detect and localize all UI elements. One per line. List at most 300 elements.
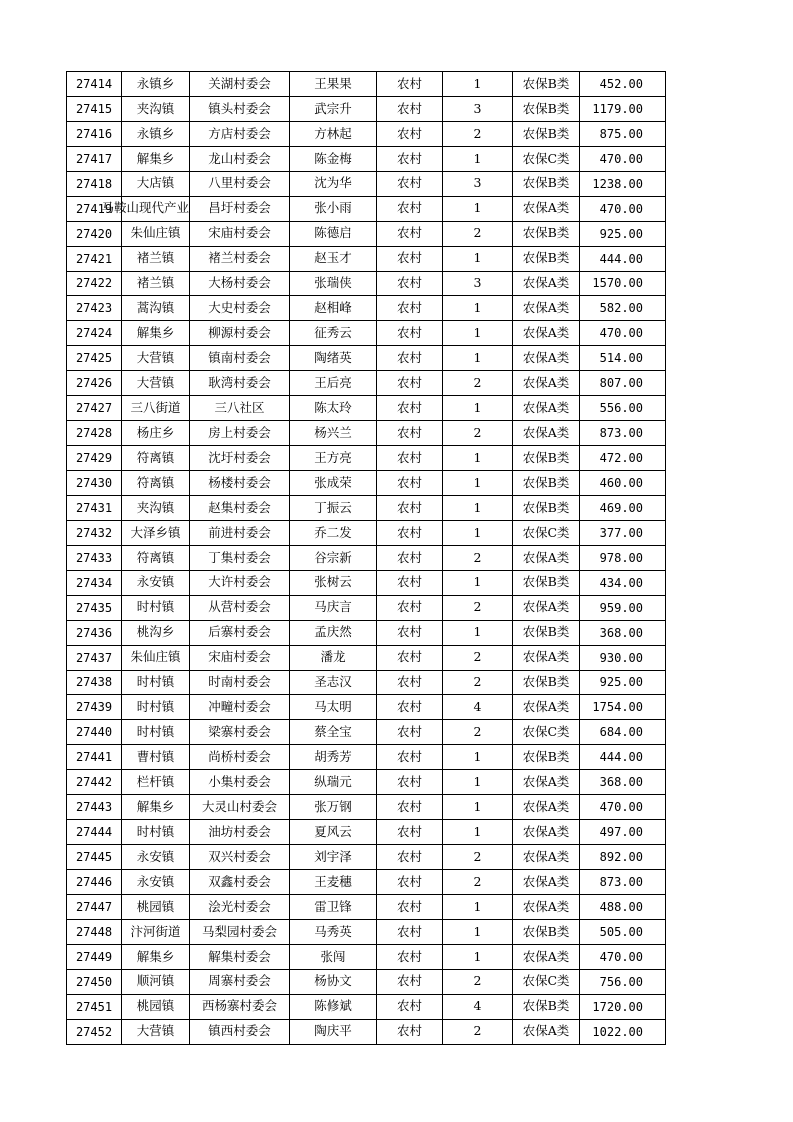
town-cell: 永镇乡 [122, 72, 190, 97]
amount-cell: 930.00 [580, 645, 666, 670]
amount-cell: 1570.00 [580, 271, 666, 296]
town-cell: 符离镇 [122, 471, 190, 496]
record-id-cell: 27452 [67, 1019, 122, 1044]
amount-cell: 470.00 [580, 944, 666, 969]
record-id-cell: 27417 [67, 146, 122, 171]
village-committee-cell: 油坊村委会 [190, 820, 290, 845]
town-cell: 朱仙庄镇 [122, 645, 190, 670]
record-id-cell: 27423 [67, 296, 122, 321]
amount-cell: 1238.00 [580, 171, 666, 196]
household-size-cell: 2 [443, 221, 513, 246]
village-committee-cell: 从营村委会 [190, 595, 290, 620]
record-id-cell: 27438 [67, 670, 122, 695]
name-cell: 陶绪英 [290, 346, 377, 371]
table-row [67, 670, 666, 695]
town-cell: 大营镇 [122, 346, 190, 371]
village-committee-cell: 褚兰村委会 [190, 246, 290, 271]
amount-cell: 582.00 [580, 296, 666, 321]
household-type-cell: 农村 [377, 495, 443, 520]
amount-cell: 1754.00 [580, 695, 666, 720]
town-cell: 解集乡 [122, 146, 190, 171]
village-committee-cell: 前进村委会 [190, 520, 290, 545]
insurance-category-cell: 农保A类 [513, 346, 580, 371]
record-id-cell: 27448 [67, 919, 122, 944]
household-size-cell: 1 [443, 296, 513, 321]
name-cell: 陶庆平 [290, 1019, 377, 1044]
record-id-cell: 27414 [67, 72, 122, 97]
town-cell: 大营镇 [122, 371, 190, 396]
village-committee-cell: 沈圩村委会 [190, 446, 290, 471]
record-id-cell: 27427 [67, 396, 122, 421]
household-type-cell: 农村 [377, 396, 443, 421]
insurance-category-cell: 农保C类 [513, 969, 580, 994]
table-row [67, 72, 666, 97]
village-committee-cell: 大史村委会 [190, 296, 290, 321]
insurance-category-cell: 农保A类 [513, 271, 580, 296]
record-id-cell: 27439 [67, 695, 122, 720]
name-cell: 王后亮 [290, 371, 377, 396]
household-size-cell: 1 [443, 770, 513, 795]
amount-cell: 978.00 [580, 545, 666, 570]
village-committee-cell: 冲疃村委会 [190, 695, 290, 720]
household-size-cell: 1 [443, 745, 513, 770]
name-cell: 潘龙 [290, 645, 377, 670]
insurance-category-cell: 农保B类 [513, 994, 580, 1019]
town-cell: 蒿沟镇 [122, 296, 190, 321]
town-cell: 大营镇 [122, 1019, 190, 1044]
household-size-cell: 3 [443, 171, 513, 196]
household-type-cell: 农村 [377, 246, 443, 271]
household-size-cell: 1 [443, 570, 513, 595]
town-cell: 时村镇 [122, 720, 190, 745]
household-type-cell: 农村 [377, 870, 443, 895]
village-committee-cell: 西杨寨村委会 [190, 994, 290, 1019]
insurance-category-cell: 农保B类 [513, 446, 580, 471]
amount-cell: 875.00 [580, 121, 666, 146]
household-size-cell: 1 [443, 944, 513, 969]
household-size-cell: 2 [443, 421, 513, 446]
household-type-cell: 农村 [377, 146, 443, 171]
household-size-cell: 1 [443, 495, 513, 520]
record-id-cell: 27419 [67, 196, 122, 221]
village-committee-cell: 小集村委会 [190, 770, 290, 795]
household-size-cell: 1 [443, 820, 513, 845]
table-row [67, 745, 666, 770]
record-id-cell: 27436 [67, 620, 122, 645]
town-cell: 大泽乡镇 [122, 520, 190, 545]
insurance-category-cell: 农保A类 [513, 870, 580, 895]
name-cell: 孟庆然 [290, 620, 377, 645]
table-row [67, 620, 666, 645]
amount-cell: 925.00 [580, 670, 666, 695]
amount-cell: 1720.00 [580, 994, 666, 1019]
insurance-category-cell: 农保A类 [513, 545, 580, 570]
name-cell: 陈修斌 [290, 994, 377, 1019]
table-row [67, 994, 666, 1019]
town-cell: 杨庄乡 [122, 421, 190, 446]
table-row [67, 246, 666, 271]
household-type-cell: 农村 [377, 845, 443, 870]
household-size-cell: 1 [443, 795, 513, 820]
name-cell: 武宗升 [290, 96, 377, 121]
name-cell: 丁振云 [290, 495, 377, 520]
name-cell: 方林起 [290, 121, 377, 146]
town-cell: 夹沟镇 [122, 96, 190, 121]
town-cell: 符离镇 [122, 446, 190, 471]
insurance-category-cell: 农保C类 [513, 146, 580, 171]
insurance-category-cell: 农保A类 [513, 1019, 580, 1044]
insurance-category-cell: 农保A类 [513, 595, 580, 620]
amount-cell: 556.00 [580, 396, 666, 421]
name-cell: 夏风云 [290, 820, 377, 845]
household-size-cell: 1 [443, 196, 513, 221]
insurance-category-cell: 农保A类 [513, 645, 580, 670]
amount-cell: 756.00 [580, 969, 666, 994]
insurance-category-cell: 农保B类 [513, 919, 580, 944]
household-type-cell: 农村 [377, 620, 443, 645]
household-size-cell: 2 [443, 121, 513, 146]
insurance-category-cell: 农保A类 [513, 371, 580, 396]
table-row [67, 1019, 666, 1044]
name-cell: 赵相峰 [290, 296, 377, 321]
insurance-category-cell: 农保C类 [513, 720, 580, 745]
household-size-cell: 3 [443, 271, 513, 296]
village-committee-cell: 关湖村委会 [190, 72, 290, 97]
record-id-cell: 27434 [67, 570, 122, 595]
insurance-category-cell: 农保C类 [513, 520, 580, 545]
record-id-cell: 27431 [67, 495, 122, 520]
amount-cell: 368.00 [580, 770, 666, 795]
name-cell: 张万钢 [290, 795, 377, 820]
insurance-category-cell: 农保A类 [513, 421, 580, 446]
household-size-cell: 2 [443, 670, 513, 695]
household-type-cell: 农村 [377, 421, 443, 446]
amount-cell: 444.00 [580, 246, 666, 271]
household-type-cell: 农村 [377, 645, 443, 670]
name-cell: 王果果 [290, 72, 377, 97]
household-type-cell: 农村 [377, 545, 443, 570]
name-cell: 陈德启 [290, 221, 377, 246]
insurance-category-cell: 农保B类 [513, 570, 580, 595]
name-cell: 张瑞侠 [290, 271, 377, 296]
household-size-cell: 2 [443, 645, 513, 670]
name-cell: 乔二发 [290, 520, 377, 545]
household-size-cell: 2 [443, 969, 513, 994]
table-row [67, 495, 666, 520]
village-committee-cell: 赵集村委会 [190, 495, 290, 520]
table-body [67, 72, 666, 1045]
insurance-category-cell: 农保A类 [513, 396, 580, 421]
town-cell: 永安镇 [122, 870, 190, 895]
village-committee-cell: 镇西村委会 [190, 1019, 290, 1044]
name-cell: 王方亮 [290, 446, 377, 471]
household-size-cell: 1 [443, 72, 513, 97]
table-row [67, 795, 666, 820]
name-cell: 张闯 [290, 944, 377, 969]
household-type-cell: 农村 [377, 919, 443, 944]
record-id-cell: 27446 [67, 870, 122, 895]
name-cell: 赵玉才 [290, 246, 377, 271]
amount-cell: 488.00 [580, 894, 666, 919]
village-committee-cell: 大许村委会 [190, 570, 290, 595]
record-id-cell: 27433 [67, 545, 122, 570]
household-type-cell: 农村 [377, 321, 443, 346]
household-size-cell: 3 [443, 96, 513, 121]
amount-cell: 497.00 [580, 820, 666, 845]
household-size-cell: 2 [443, 595, 513, 620]
amount-cell: 460.00 [580, 471, 666, 496]
record-id-cell: 27426 [67, 371, 122, 396]
village-committee-cell: 杨楼村委会 [190, 471, 290, 496]
name-cell: 刘宇泽 [290, 845, 377, 870]
town-cell: 褚兰镇 [122, 246, 190, 271]
household-size-cell: 1 [443, 520, 513, 545]
table-row [67, 221, 666, 246]
household-type-cell: 农村 [377, 670, 443, 695]
village-committee-cell: 解集村委会 [190, 944, 290, 969]
household-size-cell: 1 [443, 471, 513, 496]
village-committee-cell: 双鑫村委会 [190, 870, 290, 895]
household-type-cell: 农村 [377, 271, 443, 296]
name-cell: 马太明 [290, 695, 377, 720]
amount-cell: 368.00 [580, 620, 666, 645]
table-row [67, 471, 666, 496]
village-committee-cell: 马梨园村委会 [190, 919, 290, 944]
name-cell: 谷宗新 [290, 545, 377, 570]
table-row [67, 421, 666, 446]
record-id-cell: 27432 [67, 520, 122, 545]
town-cell: 解集乡 [122, 944, 190, 969]
household-type-cell: 农村 [377, 221, 443, 246]
insurance-category-cell: 农保A类 [513, 845, 580, 870]
insurance-category-cell: 农保B类 [513, 96, 580, 121]
name-cell: 张树云 [290, 570, 377, 595]
record-id-cell: 27435 [67, 595, 122, 620]
amount-cell: 505.00 [580, 919, 666, 944]
table-row [67, 371, 666, 396]
town-cell: 时村镇 [122, 820, 190, 845]
record-id-cell: 27445 [67, 845, 122, 870]
amount-cell: 873.00 [580, 870, 666, 895]
table-row [67, 171, 666, 196]
record-id-cell: 27425 [67, 346, 122, 371]
table-row [67, 570, 666, 595]
insurance-category-cell: 农保B类 [513, 471, 580, 496]
name-cell: 张成荣 [290, 471, 377, 496]
town-cell: 大店镇 [122, 171, 190, 196]
amount-cell: 807.00 [580, 371, 666, 396]
amount-cell: 1179.00 [580, 96, 666, 121]
town-cell: 时村镇 [122, 695, 190, 720]
record-id-cell: 27421 [67, 246, 122, 271]
record-id-cell: 27430 [67, 471, 122, 496]
record-id-cell: 27428 [67, 421, 122, 446]
household-size-cell: 2 [443, 870, 513, 895]
amount-cell: 472.00 [580, 446, 666, 471]
insurance-category-cell: 农保A类 [513, 795, 580, 820]
town-cell: 朱仙庄镇 [122, 221, 190, 246]
village-committee-cell: 镇南村委会 [190, 346, 290, 371]
household-size-cell: 2 [443, 545, 513, 570]
household-type-cell: 农村 [377, 570, 443, 595]
insurance-category-cell: 农保B类 [513, 171, 580, 196]
table-row [67, 695, 666, 720]
record-id-cell: 27451 [67, 994, 122, 1019]
household-size-cell: 1 [443, 396, 513, 421]
village-committee-cell: 昌圩村委会 [190, 196, 290, 221]
household-type-cell: 农村 [377, 520, 443, 545]
amount-cell: 470.00 [580, 196, 666, 221]
household-size-cell: 4 [443, 994, 513, 1019]
insurance-category-cell: 农保A类 [513, 196, 580, 221]
household-type-cell: 农村 [377, 296, 443, 321]
record-id-cell: 27440 [67, 720, 122, 745]
household-type-cell: 农村 [377, 1019, 443, 1044]
village-committee-cell: 梁寨村委会 [190, 720, 290, 745]
name-cell: 沈为华 [290, 171, 377, 196]
village-committee-cell: 龙山村委会 [190, 146, 290, 171]
table-row [67, 196, 666, 221]
household-size-cell: 1 [443, 620, 513, 645]
table-row [67, 894, 666, 919]
record-id-cell: 27449 [67, 944, 122, 969]
name-cell: 圣志汉 [290, 670, 377, 695]
village-committee-cell: 时南村委会 [190, 670, 290, 695]
household-type-cell: 农村 [377, 969, 443, 994]
town-cell: 时村镇 [122, 670, 190, 695]
amount-cell: 892.00 [580, 845, 666, 870]
insurance-category-cell: 农保B类 [513, 495, 580, 520]
amount-cell: 452.00 [580, 72, 666, 97]
insurance-category-cell: 农保A类 [513, 296, 580, 321]
record-id-cell: 27441 [67, 745, 122, 770]
household-size-cell: 1 [443, 321, 513, 346]
household-type-cell: 农村 [377, 595, 443, 620]
insurance-category-cell: 农保B类 [513, 72, 580, 97]
insurance-category-cell: 农保A类 [513, 770, 580, 795]
household-type-cell: 农村 [377, 994, 443, 1019]
benefit-roster-table [66, 71, 666, 1045]
record-id-cell: 27424 [67, 321, 122, 346]
village-committee-cell: 浍光村委会 [190, 894, 290, 919]
table-row [67, 446, 666, 471]
record-id-cell: 27418 [67, 171, 122, 196]
household-type-cell: 农村 [377, 695, 443, 720]
name-cell: 征秀云 [290, 321, 377, 346]
town-cell: 夹沟镇 [122, 495, 190, 520]
table-row [67, 121, 666, 146]
record-id-cell: 27420 [67, 221, 122, 246]
household-type-cell: 农村 [377, 894, 443, 919]
household-type-cell: 农村 [377, 446, 443, 471]
record-id-cell: 27444 [67, 820, 122, 845]
record-id-cell: 27415 [67, 96, 122, 121]
insurance-category-cell: 农保B类 [513, 246, 580, 271]
insurance-category-cell: 农保B类 [513, 745, 580, 770]
household-type-cell: 农村 [377, 944, 443, 969]
table-row [67, 595, 666, 620]
table-row [67, 919, 666, 944]
village-committee-cell: 房上村委会 [190, 421, 290, 446]
town-cell: 桃园镇 [122, 894, 190, 919]
name-cell: 杨兴兰 [290, 421, 377, 446]
name-cell: 杨协文 [290, 969, 377, 994]
household-size-cell: 2 [443, 720, 513, 745]
village-committee-cell: 大杨村委会 [190, 271, 290, 296]
table-row [67, 944, 666, 969]
village-committee-cell: 镇头村委会 [190, 96, 290, 121]
household-type-cell: 农村 [377, 96, 443, 121]
table-row [67, 96, 666, 121]
table-row [67, 271, 666, 296]
table-row [67, 770, 666, 795]
insurance-category-cell: 农保B类 [513, 221, 580, 246]
amount-cell: 1022.00 [580, 1019, 666, 1044]
table-row [67, 969, 666, 994]
household-size-cell: 4 [443, 695, 513, 720]
village-committee-cell: 丁集村委会 [190, 545, 290, 570]
household-type-cell: 农村 [377, 795, 443, 820]
village-committee-cell: 八里村委会 [190, 171, 290, 196]
table-row [67, 720, 666, 745]
household-type-cell: 农村 [377, 346, 443, 371]
village-committee-cell: 宋庙村委会 [190, 221, 290, 246]
town-cell: 解集乡 [122, 795, 190, 820]
amount-cell: 469.00 [580, 495, 666, 520]
record-id-cell: 27437 [67, 645, 122, 670]
record-id-cell: 27450 [67, 969, 122, 994]
household-type-cell: 农村 [377, 471, 443, 496]
amount-cell: 470.00 [580, 146, 666, 171]
amount-cell: 873.00 [580, 421, 666, 446]
insurance-category-cell: 农保A类 [513, 820, 580, 845]
village-committee-cell: 周寨村委会 [190, 969, 290, 994]
record-id-cell: 27429 [67, 446, 122, 471]
town-cell: 曹村镇 [122, 745, 190, 770]
household-type-cell: 农村 [377, 171, 443, 196]
table-row [67, 396, 666, 421]
household-size-cell: 2 [443, 845, 513, 870]
village-committee-cell: 耿湾村委会 [190, 371, 290, 396]
town-cell: 褚兰镇 [122, 271, 190, 296]
table-row [67, 545, 666, 570]
table-row [67, 820, 666, 845]
name-cell: 胡秀芳 [290, 745, 377, 770]
household-type-cell: 农村 [377, 745, 443, 770]
name-cell: 雷卫锋 [290, 894, 377, 919]
insurance-category-cell: 农保B类 [513, 670, 580, 695]
town-cell: 符离镇 [122, 545, 190, 570]
table-row [67, 296, 666, 321]
table-row [67, 146, 666, 171]
household-type-cell: 农村 [377, 770, 443, 795]
amount-cell: 684.00 [580, 720, 666, 745]
insurance-category-cell: 农保B类 [513, 620, 580, 645]
amount-cell: 959.00 [580, 595, 666, 620]
insurance-category-cell: 农保A类 [513, 321, 580, 346]
record-id-cell: 27442 [67, 770, 122, 795]
town-cell: 马鞍山现代产业 [122, 196, 190, 221]
household-type-cell: 农村 [377, 196, 443, 221]
village-committee-cell: 大灵山村委会 [190, 795, 290, 820]
village-committee-cell: 后寨村委会 [190, 620, 290, 645]
name-cell: 陈金梅 [290, 146, 377, 171]
insurance-category-cell: 农保A类 [513, 894, 580, 919]
town-cell: 时村镇 [122, 595, 190, 620]
household-size-cell: 1 [443, 446, 513, 471]
household-size-cell: 2 [443, 1019, 513, 1044]
insurance-category-cell: 农保A类 [513, 944, 580, 969]
